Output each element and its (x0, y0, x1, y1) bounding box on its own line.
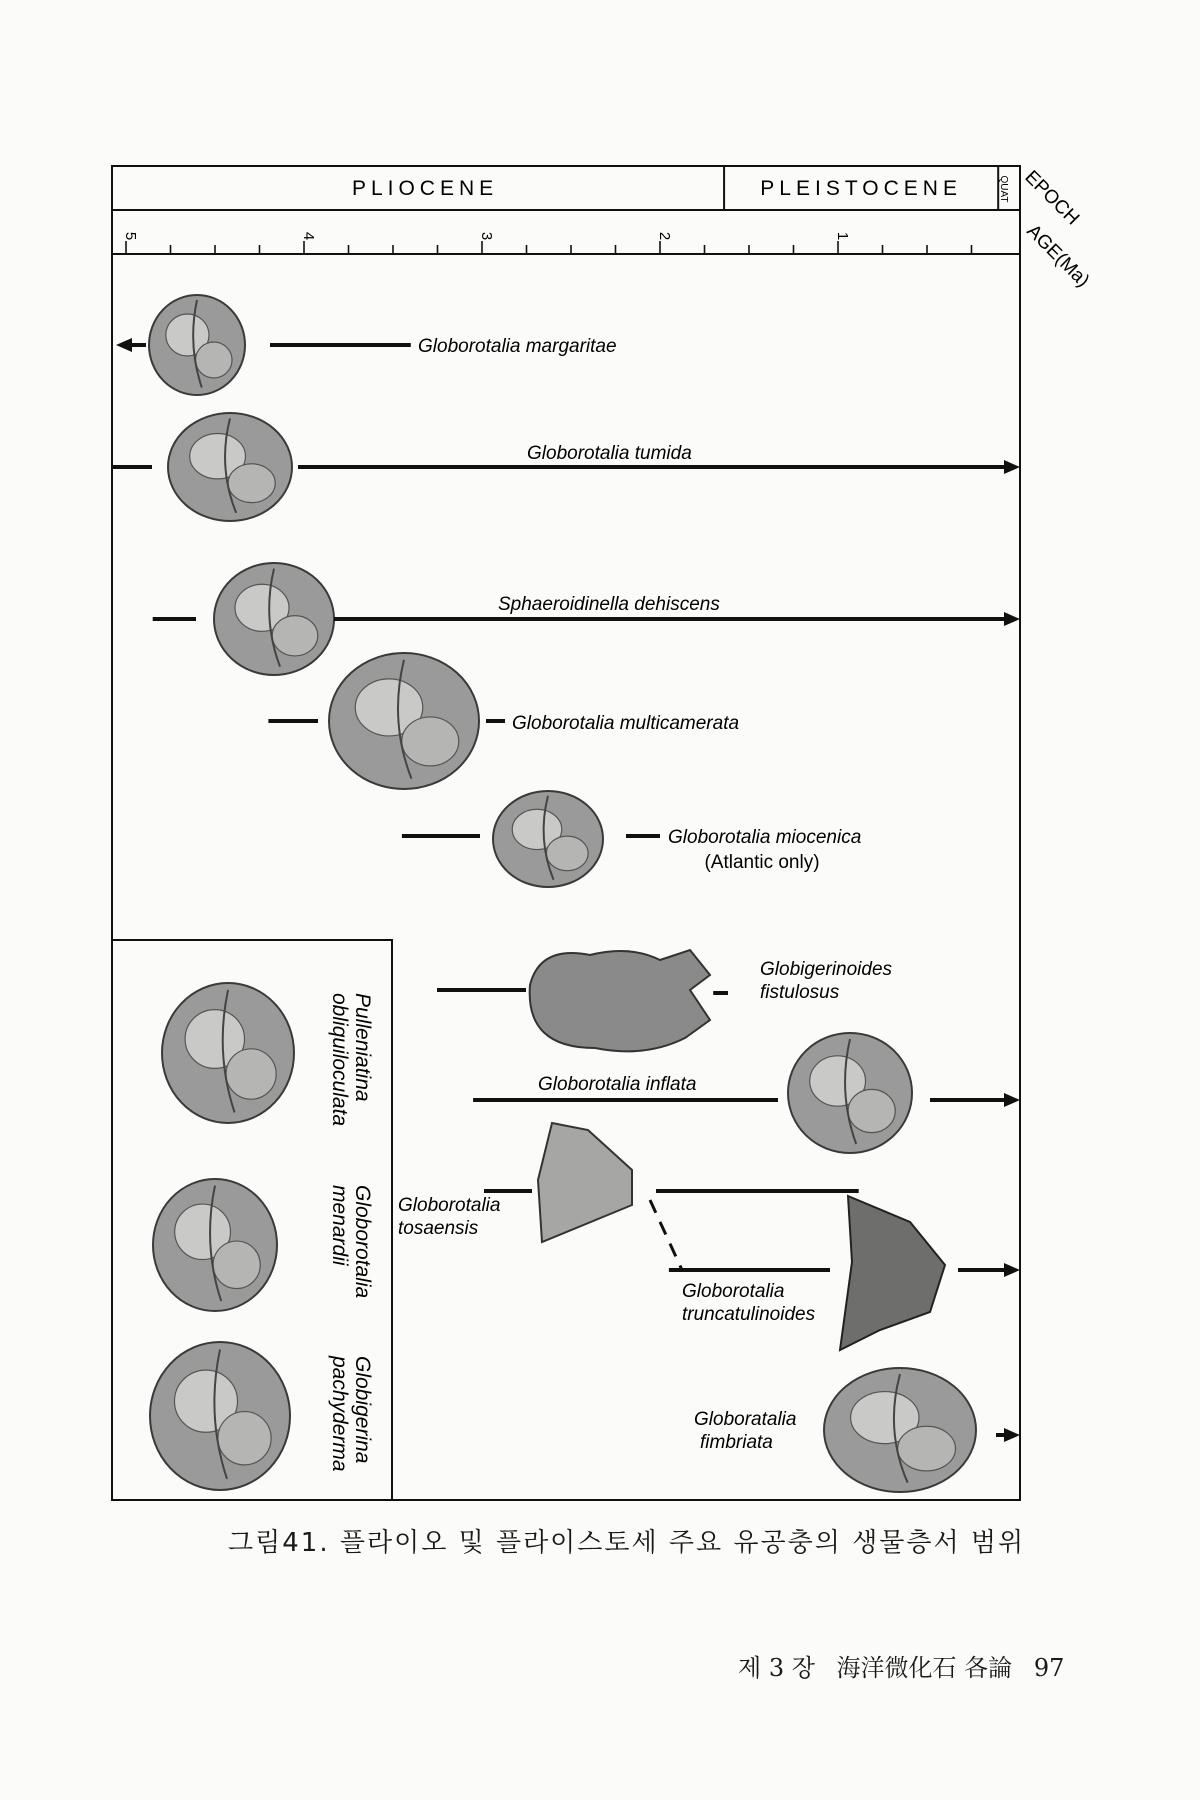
fossil-tosaensis (538, 1123, 632, 1242)
epoch-axis-label: EPOCH (1020, 166, 1084, 230)
taxon-note-miocenica: (Atlantic only) (704, 852, 820, 873)
taxon-label-fimbriata-genus: Globoratalia (694, 1409, 797, 1430)
tick-label: 4 (300, 231, 317, 241)
tick-label: 1 (834, 231, 851, 241)
page-number: 97 (1033, 1654, 1065, 1682)
fossil-fistulosus (530, 950, 710, 1051)
inset-label-genus: Globigerina (351, 1356, 374, 1464)
range-arrow-younger (1004, 1428, 1020, 1442)
chapter-label: 제 3 장 (738, 1654, 815, 1682)
range-arrow-older (116, 338, 132, 352)
taxon-label-dehiscens: Sphaeroidinella dehiscens (498, 594, 720, 615)
taxon-label-margaritae: Globorotalia margaritae (418, 336, 617, 357)
chapter-title: 海洋微化石 各論 (836, 1654, 1013, 1682)
range-arrow-younger (1004, 612, 1020, 626)
fossil-margaritae-chamber (196, 342, 232, 378)
epoch-label: PLEISTOCENE (760, 177, 962, 200)
fossil-inflata-chamber (848, 1089, 895, 1132)
taxon-label-truncatulinoides-species: truncatulinoides (682, 1304, 816, 1325)
figure-caption: 그림41. 플라이오 및 플라이스토세 주요 유공충의 생물층서 범위 (228, 1528, 1026, 1558)
taxon-label-fistulosus-genus: Globigerinoides (760, 959, 893, 980)
inset-label-genus: Pulleniatina (351, 993, 374, 1102)
fossil-inset-pachyderma-chamber (218, 1412, 271, 1465)
fossil-inset-obliquiloculata-chamber (226, 1049, 276, 1099)
fossil-dehiscens-chamber (272, 616, 318, 656)
tick-label: 2 (656, 231, 673, 241)
inset-label-species: menardii (328, 1185, 351, 1266)
fossil-inset-menardii-chamber (213, 1241, 260, 1289)
epoch-label: PLIOCENE (351, 177, 499, 200)
inset-label-species: pachyderma (328, 1356, 351, 1472)
taxon-label-multicamerata: Globorotalia multicamerata (512, 713, 740, 734)
taxon-label-inflata: Globorotalia inflata (538, 1074, 697, 1095)
range-arrow-younger (1004, 1093, 1020, 1107)
tick-label: 3 (478, 231, 495, 241)
inset-label-genus: Globorotalia (351, 1185, 374, 1299)
taxon-label-truncatulinoides-genus: Globorotalia (682, 1281, 785, 1302)
range-arrow-younger (1004, 460, 1020, 474)
taxon-label-fimbriata-species: fimbriata (700, 1432, 773, 1453)
epoch-label-quat: QUAT (998, 175, 1010, 203)
taxon-label-miocenica: Globorotalia miocenica (668, 827, 862, 848)
lineage-link (650, 1200, 682, 1270)
fossil-fimbriata-chamber (898, 1426, 956, 1471)
taxon-label-fistulosus-species: fistulosus (760, 982, 840, 1003)
taxon-label-tumida: Globorotalia tumida (527, 443, 692, 464)
running-head (738, 1648, 1078, 1683)
taxon-label-tosaensis-genus: Globorotalia (398, 1195, 501, 1216)
taxon-label-tosaensis-species: tosaensis (398, 1218, 479, 1239)
fossil-miocenica-chamber (546, 836, 588, 871)
tick-label: 5 (122, 231, 139, 241)
age-axis-label: AGE(Ma) (1022, 220, 1094, 292)
inset-label-species: obliquiloculata (328, 993, 351, 1127)
fossil-multicamerata-chamber (402, 717, 459, 766)
fossil-tumida-chamber (228, 464, 275, 503)
range-arrow-younger (1004, 1263, 1020, 1277)
fossil-truncatulinoides (840, 1196, 945, 1350)
